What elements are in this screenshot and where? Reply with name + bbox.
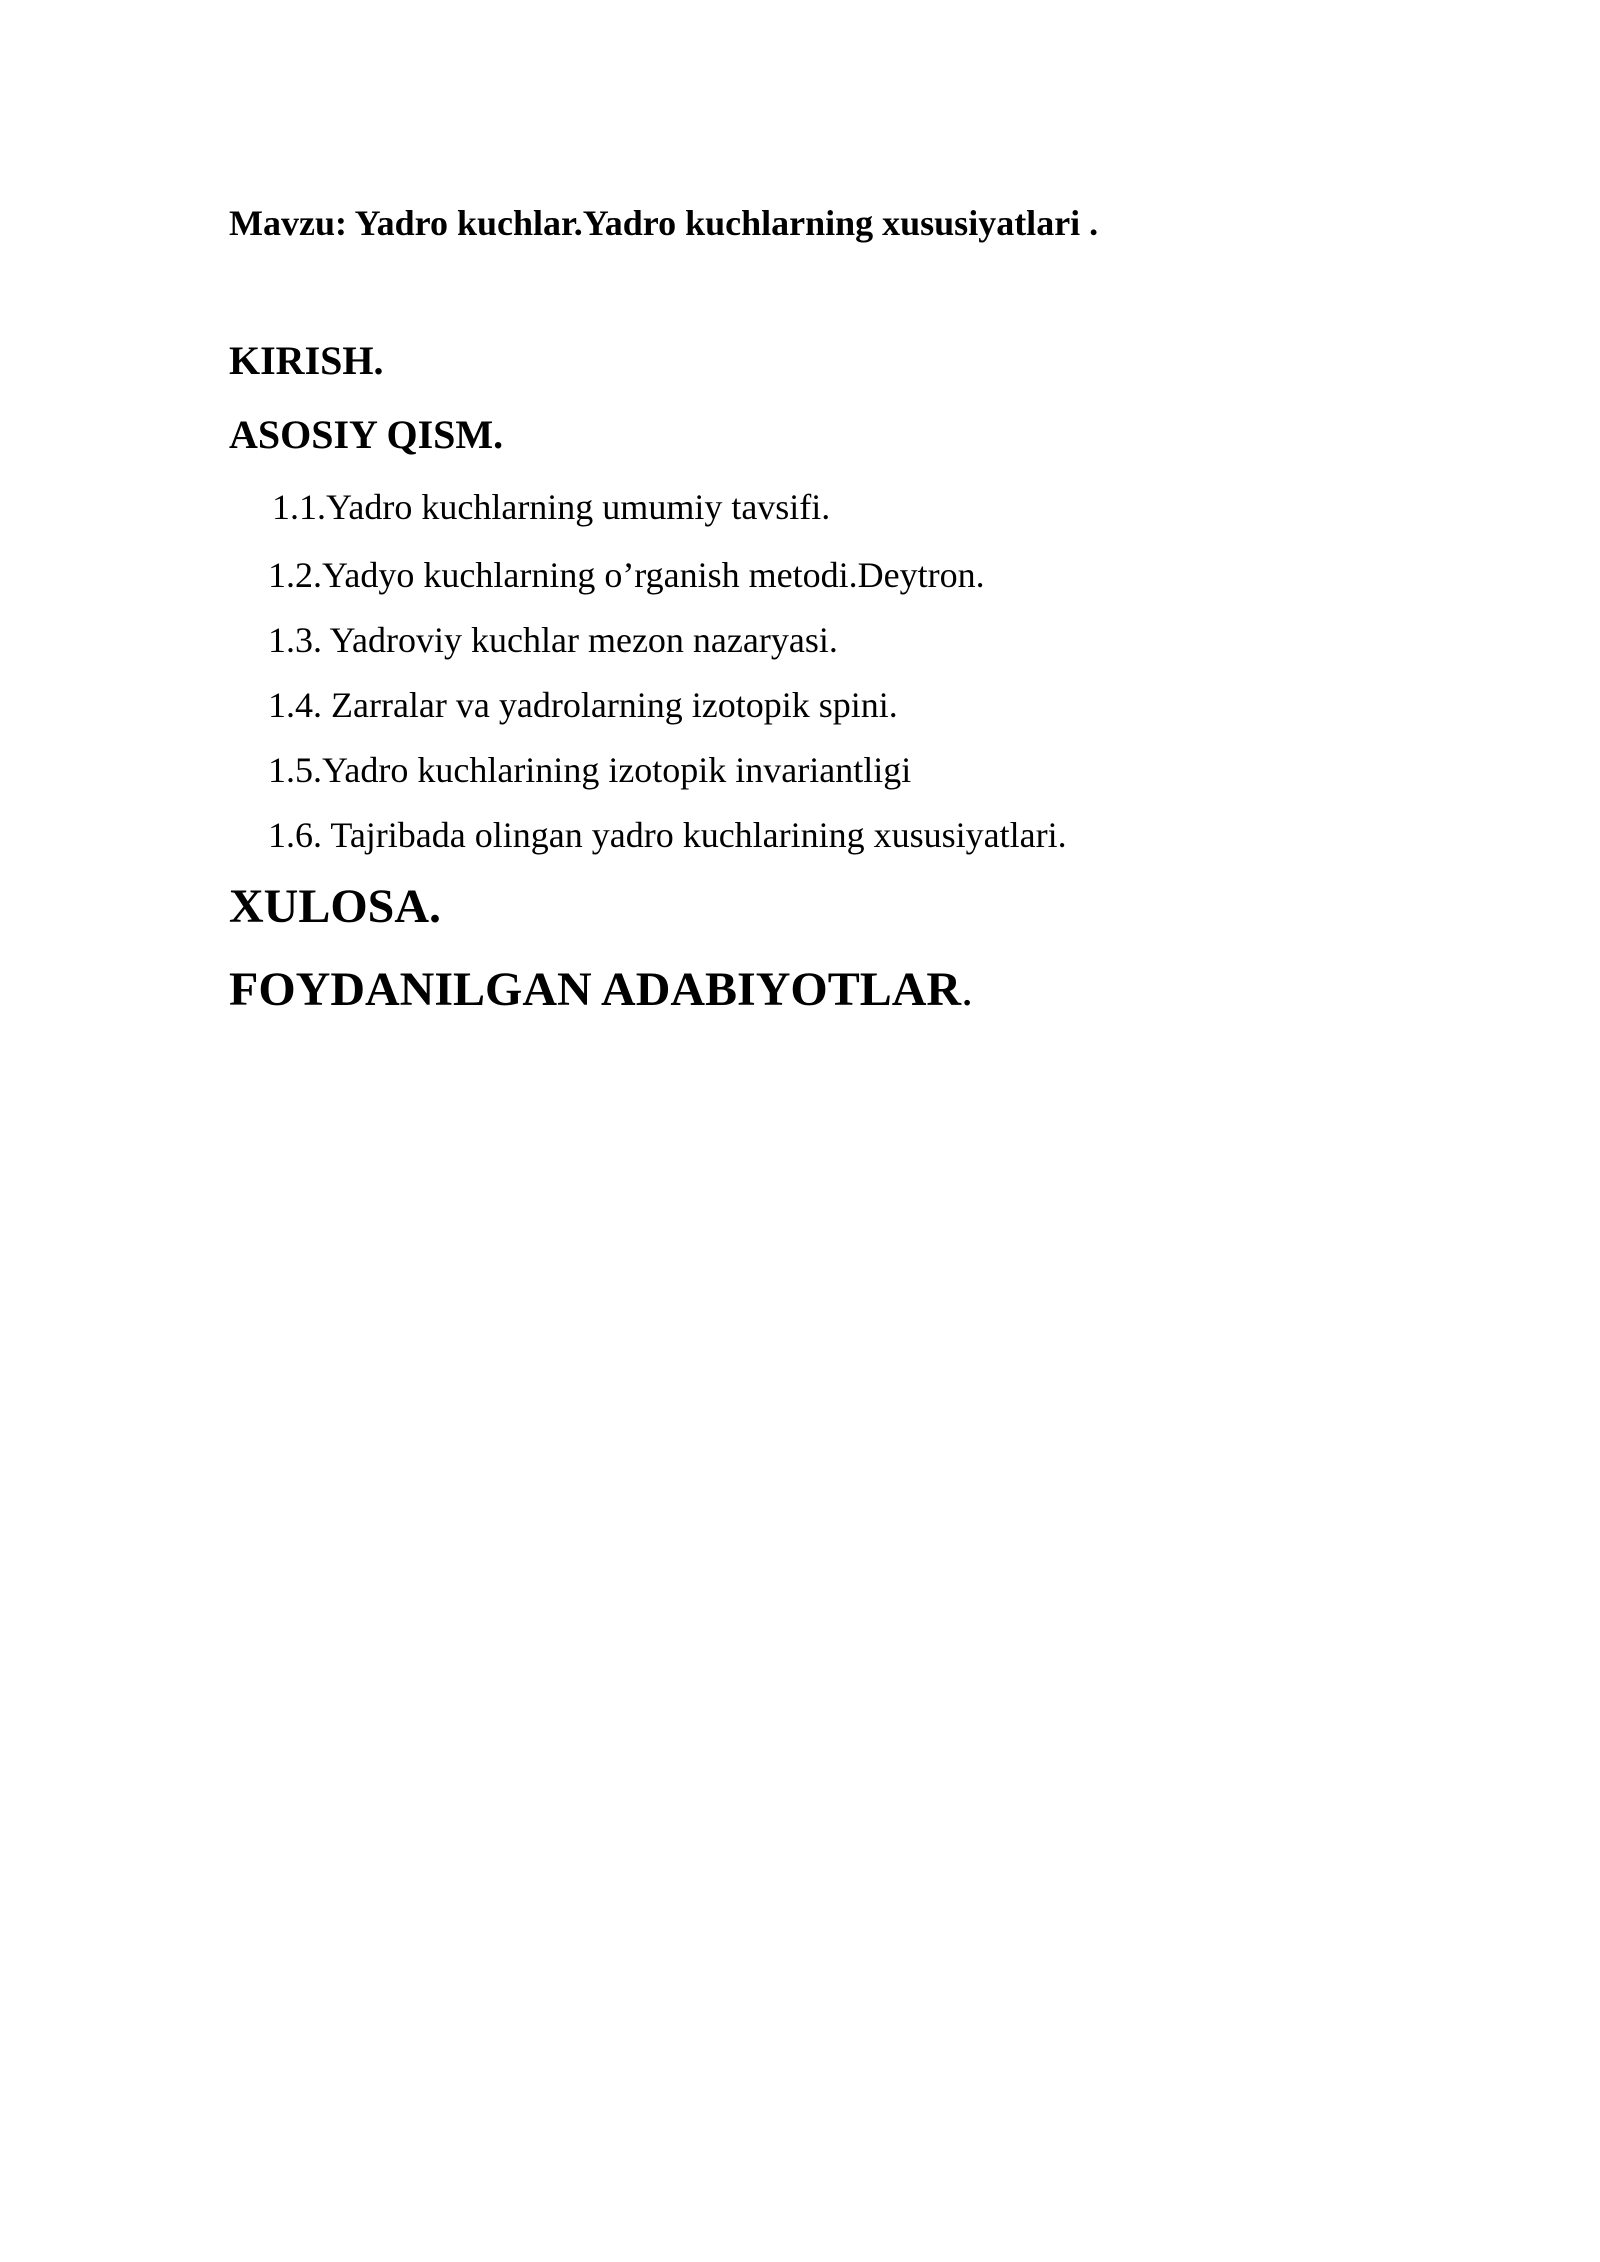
references-dot: . xyxy=(961,963,974,1016)
toc-item: 1.2.Yadyo kuchlarning o’rganish metodi.Deytron. xyxy=(268,555,985,595)
section-intro-heading: KIRISH. xyxy=(229,338,384,383)
toc-item: 1.3. Yadroviy kuchlar mezon nazaryasi. xyxy=(268,620,838,660)
toc-item: 1.5.Yadro kuchlarining izotopik invariantligi xyxy=(268,750,912,790)
references-title: FOYDANILGAN ADABIYOTLAR xyxy=(229,963,962,1016)
toc-item: 1.1.Yadro kuchlarning umumiy tavsifi. xyxy=(272,487,831,527)
section-references-heading xyxy=(229,963,974,1016)
section-main-heading: ASOSIY QISM. xyxy=(229,412,504,457)
section-conclusion-heading: XULOSA. xyxy=(229,880,442,933)
toc-item: 1.4. Zarralar va yadrolarning izotopik spini. xyxy=(268,685,898,725)
toc-item: 1.6. Tajribada olingan yadro kuchlarining xususiyatlari. xyxy=(268,815,1067,855)
document-subject: Mavzu: Yadro kuchlar.Yadro kuchlarning xususiyatlari . xyxy=(229,203,1099,243)
